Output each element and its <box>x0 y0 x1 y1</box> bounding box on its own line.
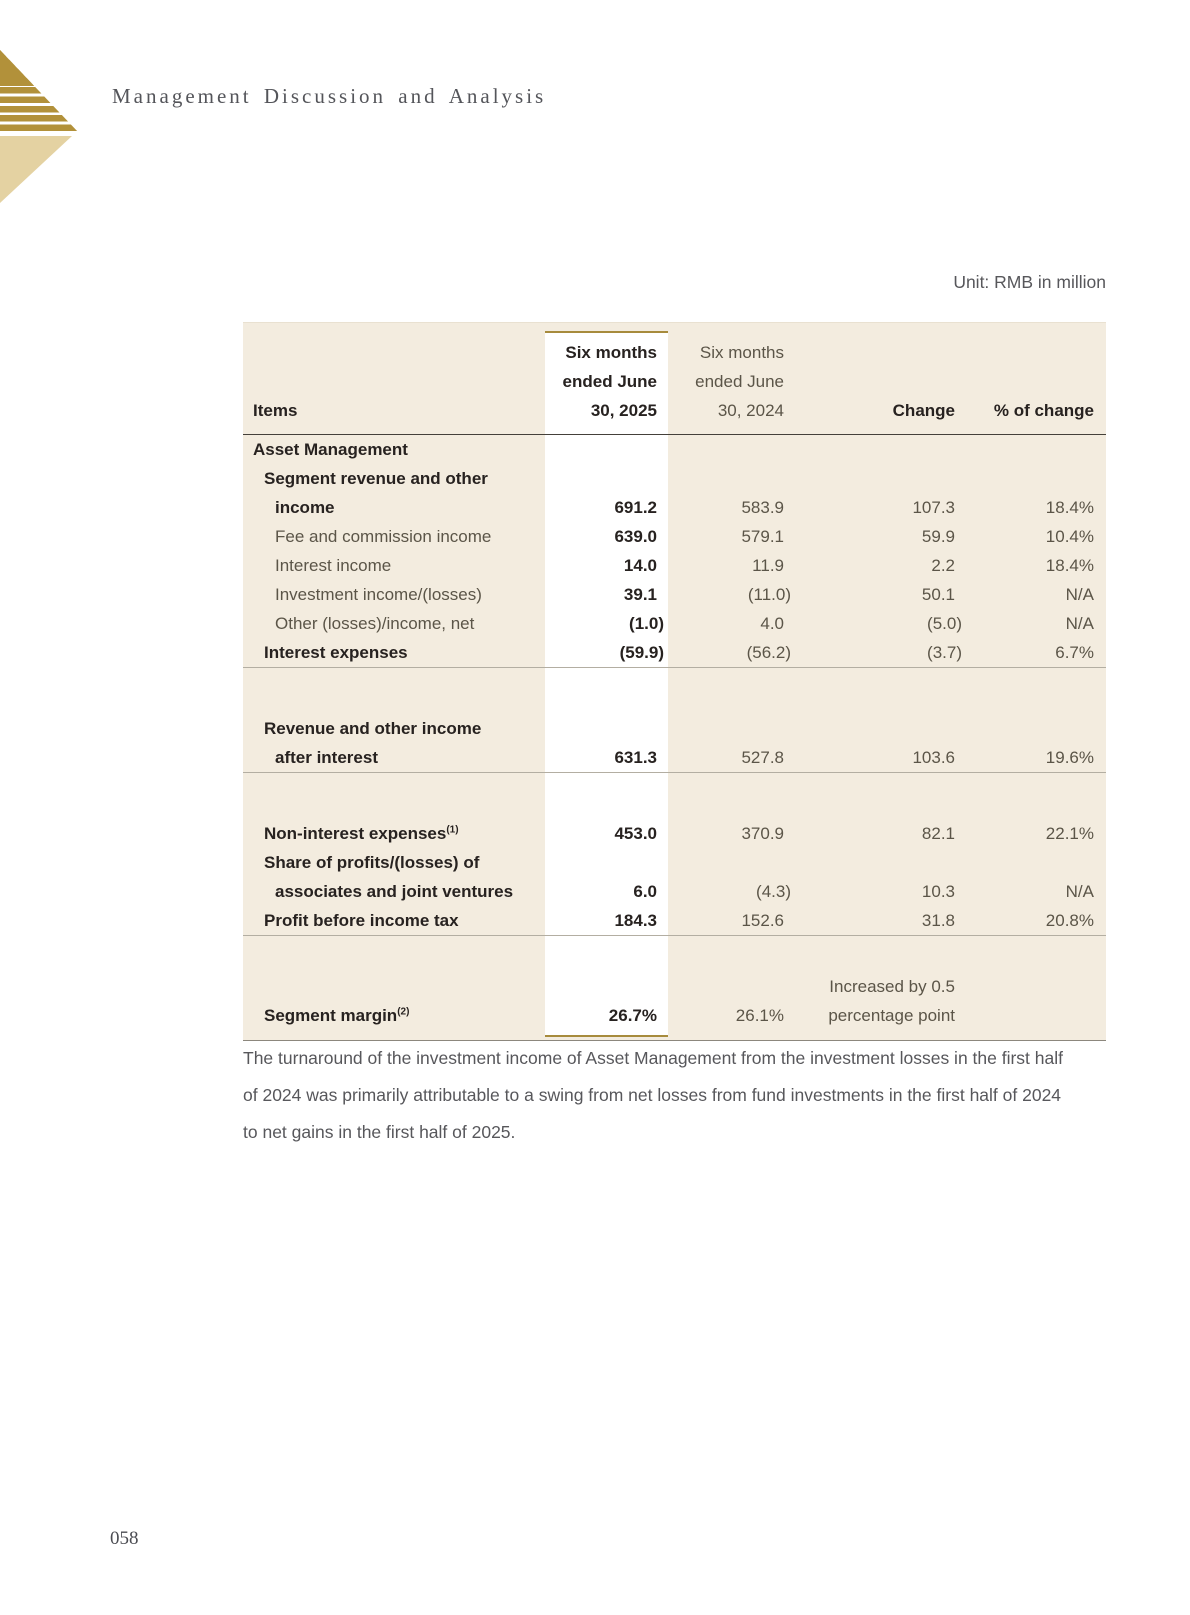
table-row <box>243 906 1106 935</box>
cell-v2025: 39.1 <box>623 585 657 604</box>
table-row <box>243 580 1106 609</box>
cell-pct: 10.4% <box>1045 527 1094 546</box>
table-header <box>243 323 1106 435</box>
header-spacer <box>955 338 1106 367</box>
row-label: Fee and commission income <box>275 527 492 546</box>
cell-v2024: (11.0) <box>747 585 791 604</box>
cell-change <box>788 714 955 743</box>
cell-pct <box>955 1001 1106 1030</box>
cell-pct <box>955 714 1106 743</box>
header-spacer <box>788 338 955 367</box>
row-label: Asset Management <box>253 440 408 459</box>
cell-change <box>788 848 955 877</box>
cell-pct <box>955 464 1106 493</box>
cell-v2025 <box>545 435 668 464</box>
cell-pct: N/A <box>1065 614 1094 633</box>
row-label: Interest expenses <box>264 643 408 662</box>
column-header-2025-line3: 30, 2025 <box>590 401 657 420</box>
cell-v2025: 184.3 <box>614 911 657 930</box>
cell-v2025: (59.9) <box>619 643 664 662</box>
column-header-2025-line2: ended June <box>562 372 657 391</box>
cell-v2025: 631.3 <box>614 748 657 767</box>
cell-v2025: 6.0 <box>633 882 657 901</box>
unit-note: Unit: RMB in million <box>953 272 1106 292</box>
row-label: Revenue and other income <box>264 719 482 738</box>
header-spacer <box>243 338 545 367</box>
spacer-row <box>243 773 1106 819</box>
cell-v2025: 639.0 <box>614 527 657 546</box>
cell-pct: 6.7% <box>1055 643 1094 662</box>
cell-pct <box>955 972 1106 1001</box>
cell-v2025: 14.0 <box>623 556 657 575</box>
cell-pct: 22.1% <box>1045 824 1094 843</box>
cell-v2024 <box>668 972 788 1001</box>
cell-v2024: 26.1% <box>735 1006 784 1025</box>
cell-v2025 <box>545 464 668 493</box>
row-label: Investment income/(losses) <box>275 585 482 604</box>
cell-v2025: 26.7% <box>608 1006 657 1025</box>
column-header-2024-line2: ended June <box>695 372 784 391</box>
column-header-2025-line1: Six months <box>565 343 657 362</box>
row-label: Profit before income tax <box>264 911 459 930</box>
cell-change: 50.1 <box>921 585 955 604</box>
cell-pct: 19.6% <box>1045 748 1094 767</box>
cell-v2024 <box>668 848 788 877</box>
cell-v2024: (56.2) <box>746 643 791 662</box>
header-spacer <box>243 367 545 396</box>
table-row <box>243 551 1106 580</box>
cell-change: 82.1 <box>921 824 955 843</box>
cell-change: 107.3 <box>912 498 955 517</box>
cell-change: 10.3 <box>921 882 955 901</box>
row-label <box>243 972 545 1001</box>
logo-solid-triangle-icon <box>0 136 72 203</box>
cell-v2025 <box>545 848 668 877</box>
table-row <box>243 522 1106 551</box>
cell-v2024: (4.3) <box>756 882 791 901</box>
cell-change: percentage point <box>828 1006 955 1025</box>
table-row <box>243 819 1106 848</box>
row-label: associates and joint ventures <box>275 882 514 901</box>
cell-v2024: 370.9 <box>741 824 784 843</box>
cell-pct: 18.4% <box>1045 556 1094 575</box>
cell-v2025: (1.0) <box>629 614 664 633</box>
cell-v2025 <box>545 714 668 743</box>
table-row <box>243 877 1106 906</box>
page-number: 058 <box>110 1528 139 1549</box>
cell-change: (3.7) <box>927 643 962 662</box>
row-label: Segment margin$^{(2)}$ <box>264 1006 410 1025</box>
table-row <box>243 435 1106 464</box>
table-row <box>243 972 1106 1001</box>
cell-v2024 <box>668 714 788 743</box>
row-label: income <box>275 498 335 517</box>
table-row <box>243 848 1106 877</box>
logo-striped-triangle-icon <box>0 50 79 133</box>
table-row <box>243 609 1106 638</box>
cell-v2025 <box>545 972 668 1001</box>
commentary-paragraph <box>243 1040 1163 1151</box>
table-body <box>243 435 1106 1040</box>
cell-v2024: 579.1 <box>741 527 784 546</box>
spacer-row <box>243 936 1106 972</box>
row-label: Other (losses)/income, net <box>275 614 475 633</box>
cell-pct <box>955 848 1106 877</box>
paragraph-line: of 2024 was primarily attributable to a swing from net losses from fund investments in the first half of 2024 <box>243 1085 1062 1105</box>
table-row <box>243 714 1106 743</box>
cell-change: (5.0) <box>927 614 962 633</box>
row-label: after interest <box>275 748 378 767</box>
cell-change <box>788 464 955 493</box>
table-row <box>243 493 1106 522</box>
row-label: Interest income <box>275 556 392 575</box>
column-header-pct-change: % of change <box>993 401 1094 420</box>
paragraph-line: to net gains in the first half of 2025. <box>243 1122 516 1142</box>
page-title: Management Discussion and Analysis <box>112 84 547 108</box>
cell-v2025: 691.2 <box>614 498 657 517</box>
header-spacer <box>955 367 1106 396</box>
column-header-2024-line3: 30, 2024 <box>717 401 784 420</box>
column-header-2024-line1: Six months <box>699 343 784 362</box>
row-label: Share of profits/(losses) of <box>264 853 480 872</box>
cell-v2024: 11.9 <box>752 556 784 575</box>
cell-v2024: 527.8 <box>741 748 784 767</box>
cell-v2024 <box>668 435 788 464</box>
cell-v2025: 453.0 <box>614 824 657 843</box>
cell-v2024: 583.9 <box>741 498 784 517</box>
cell-pct: 18.4% <box>1045 498 1094 517</box>
cell-v2024 <box>668 464 788 493</box>
table-row <box>243 638 1106 667</box>
cell-v2024: 4.0 <box>760 614 784 633</box>
cell-change: 59.9 <box>921 527 955 546</box>
paragraph-line: The turnaround of the investment income of Asset Management from the investment losses in the first half <box>243 1048 1063 1068</box>
row-label: Non-interest expenses$^{(1)}$ <box>264 824 459 843</box>
table-row <box>243 464 1106 493</box>
cell-change: 103.6 <box>912 748 955 767</box>
cell-v2024: 152.6 <box>741 911 784 930</box>
cell-change <box>788 435 955 464</box>
column-header-items: Items <box>253 401 298 420</box>
cell-change: 2.2 <box>931 556 955 575</box>
cell-pct <box>955 435 1106 464</box>
table-row <box>243 743 1106 772</box>
financial-table <box>243 322 1106 1041</box>
spacer-row <box>243 668 1106 714</box>
cell-change: 31.8 <box>921 911 955 930</box>
header-spacer <box>788 367 955 396</box>
table-row <box>243 1001 1106 1030</box>
cell-change: Increased by 0.5 <box>829 977 955 996</box>
column-header-change: Change <box>892 401 955 420</box>
cell-pct: N/A <box>1065 882 1094 901</box>
cell-pct: N/A <box>1065 585 1094 604</box>
cell-pct: 20.8% <box>1045 911 1094 930</box>
row-label: Segment revenue and other <box>264 469 488 488</box>
